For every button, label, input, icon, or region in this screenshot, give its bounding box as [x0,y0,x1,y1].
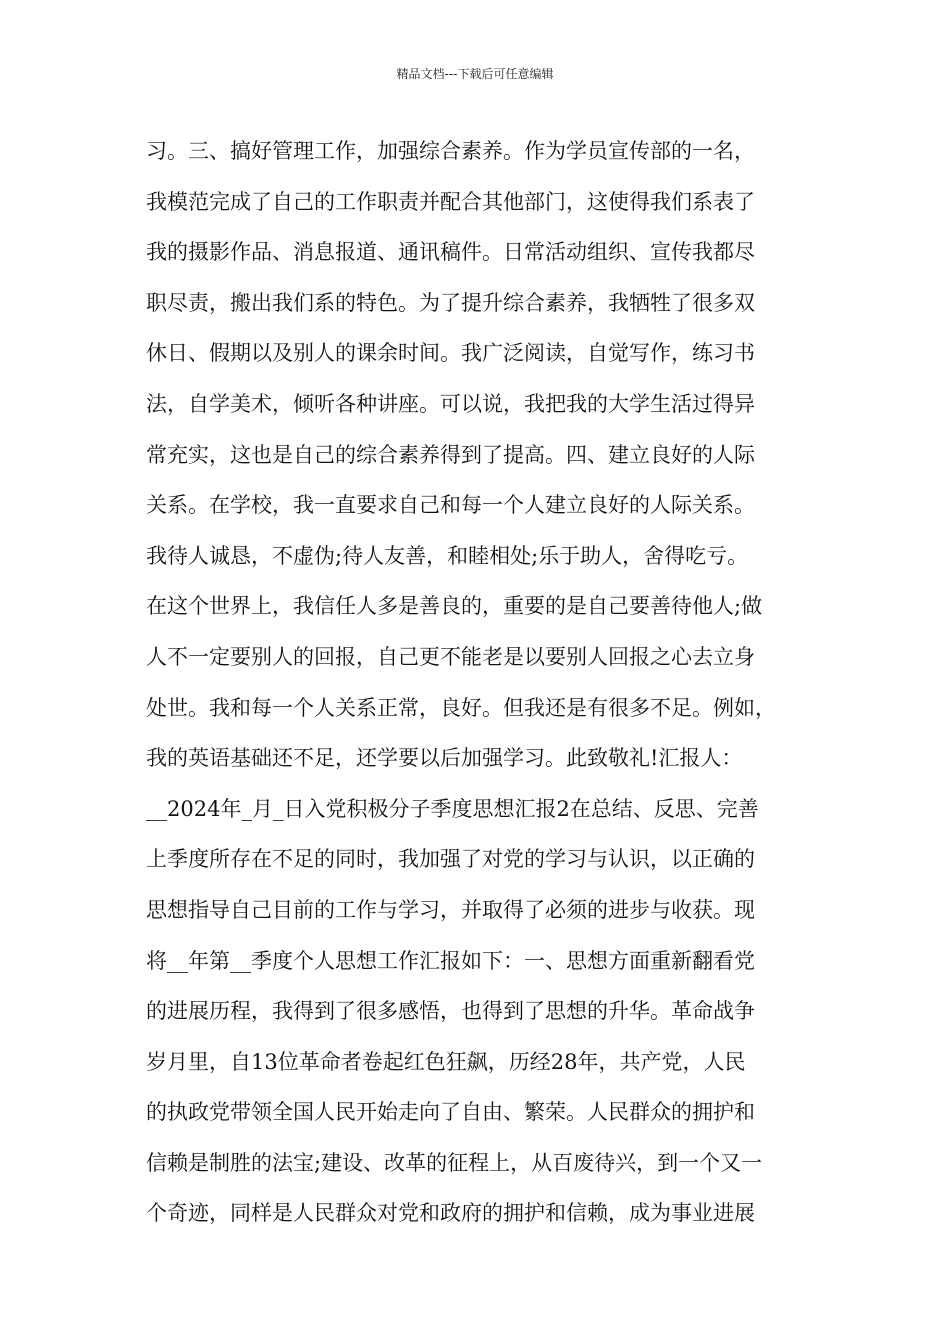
text-line: 我待人诚恳，不虚伪;待人友善，和睦相处;乐于助人，舍得吃亏。 [146,543,749,568]
text-line: 职尽责，搬出我们系的特色。为了提升综合素养，我牺牲了很多双 [146,290,755,315]
text-line: 人不一定要别人的回报，自己更不能老是以要别人回报之心去立身 [146,644,755,669]
text-line: 上季度所存在不足的同时，我加强了对党的学习与认识，以正确的 [146,847,755,872]
text-line: 个奇迹，同样是人民群众对党和政府的拥护和信赖，成为事业进展 [146,1201,755,1226]
text-line: __2024年_月_日入党积极分子季度思想汇报2在总结、反思、完善 [146,796,759,821]
text-line: 将__年第__季度个人思想工作汇报如下：一、思想方面重新翻看党 [146,948,755,973]
text-line: 关系。在学校，我一直要求自己和每一个人建立良好的人际关系。 [146,493,755,518]
text-line: 思想指导自己目前的工作与学习，并取得了必须的进步与收获。现 [146,897,755,922]
text-line: 我模范完成了自己的工作职责并配合其他部门，这使得我们系表了 [146,189,755,214]
page-header: 精品文档---下载后可任意编辑 [396,67,554,81]
text-line: 在这个世界上，我信任人多是善良的，重要的是自己要善待他人;做 [146,594,763,619]
text-line: 岁月里，自13位革命者卷起红色狂飙，历经28年，共产党，人民 [146,1049,746,1074]
text-line: 信赖是制胜的法宝;建设、改革的征程上，从百废待兴，到一个又一 [146,1150,763,1175]
text-line: 我的摄影作品、消息报道、通讯稿件。日常活动组织、宣传我都尽 [146,240,755,265]
text-line: 法，自学美术，倾听各种讲座。可以说，我把我的大学生活过得异 [146,391,755,416]
text-line: 处世。我和每一个人关系正常，良好。但我还是有很多不足。例如， [146,695,776,720]
text-line: 常充实，这也是自己的综合素养得到了提高。四、建立良好的人际 [146,442,755,467]
text-line: 习。三、搞好管理工作，加强综合素养。作为学员宣传部的一名， [146,139,755,163]
text-line: 休日、假期以及别人的课余时间。我广泛阅读，自觉写作，练习书 [146,341,755,366]
text-line: 我的英语基础还不足，还学要以后加强学习。此致敬礼!汇报人： [146,746,743,771]
text-line: 的进展历程，我得到了很多感悟，也得到了思想的升华。革命战争 [146,999,755,1024]
body-text [146,126,836,1239]
text-line: 的执政党带领全国人民开始走向了自由、繁荣。人民群众的拥护和 [146,1100,755,1125]
